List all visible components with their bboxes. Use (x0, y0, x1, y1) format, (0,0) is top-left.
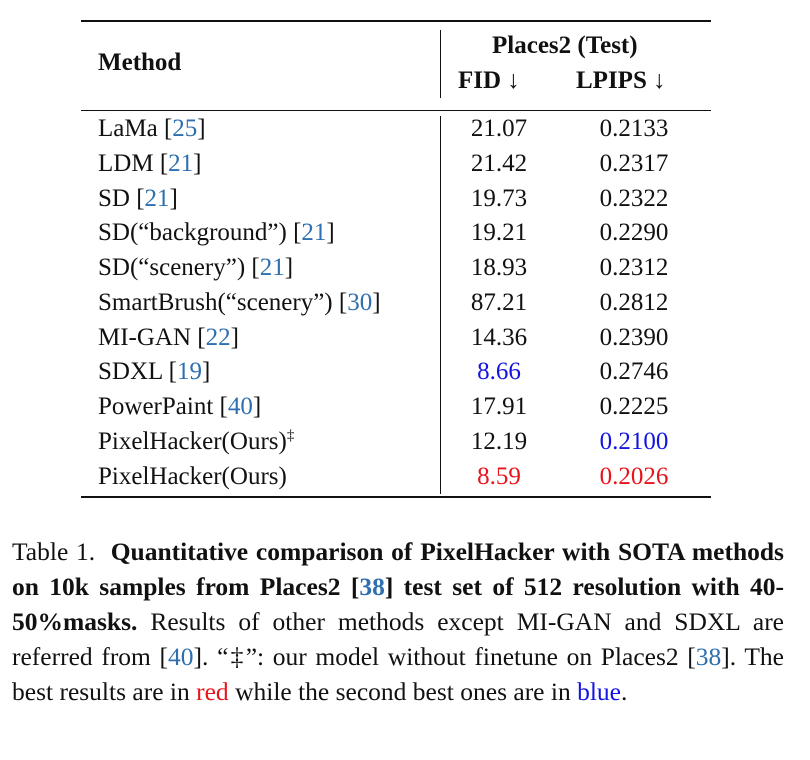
fid-value: 18.93 (470, 254, 528, 281)
double-dagger-marker: ‡ (286, 427, 295, 444)
lpips-value: 0.2225 (599, 393, 669, 420)
method-citation[interactable]: 22 (205, 323, 231, 351)
fid-value: 19.73 (470, 184, 528, 212)
lpips-value: 0.2322 (599, 184, 669, 212)
lpips-value: 0.2312 (599, 254, 669, 281)
caption-citation-1[interactable]: 40 (168, 642, 194, 671)
method-name: PowerPaint (98, 393, 220, 420)
method-citation[interactable]: 19 (176, 358, 202, 386)
table-row-method: LDM [21] (98, 149, 202, 177)
method-name: SD (98, 184, 137, 212)
lpips-value: 0.2100 (599, 427, 669, 455)
caption-text-4: while the second best ones are in (228, 677, 578, 706)
table-top-rule (81, 20, 711, 22)
caption-text-2: ]. “‡”: our model without finetune on Places2 [ (193, 642, 696, 671)
method-citation[interactable]: 40 (227, 393, 253, 420)
lpips-value: 0.2133 (599, 115, 669, 142)
table-row-method: SmartBrush(“scenery”) [30] (98, 288, 381, 316)
table-row-method (98, 462, 287, 492)
table-column-divider-top (440, 30, 441, 98)
caption-label: Table 1. (12, 537, 96, 566)
fid-value: 8.66 (477, 358, 521, 386)
method-name: PixelHacker(Ours) (98, 427, 287, 455)
header-method: Method (98, 49, 182, 76)
header-fid: FID ↓ (458, 67, 520, 94)
lpips-value: 0.2746 (599, 358, 669, 386)
lpips-value: 0.2317 (599, 149, 669, 177)
lpips-value: 0.2290 (599, 219, 669, 247)
fid-value: 12.19 (470, 427, 528, 455)
header-lpips: LPIPS ↓ (576, 67, 666, 94)
method-citation[interactable]: 21 (168, 149, 194, 177)
table-row-method: SDXL [19] (98, 358, 211, 386)
lpips-value: 0.2812 (599, 288, 669, 316)
method-citation[interactable]: 25 (172, 115, 198, 142)
caption-bold-part-2: ] test set of 512 resolution with 40-50%masks. (12, 572, 785, 636)
table-row-method: SD [21] (98, 184, 178, 212)
fid-value: 14.36 (470, 323, 528, 351)
caption-text-5: . (621, 677, 628, 706)
fid-value: 21.42 (470, 149, 528, 177)
table-row-method: PowerPaint [40] (98, 393, 262, 420)
caption-citation-2[interactable]: 38 (695, 642, 722, 671)
fid-value: 87.21 (470, 288, 528, 316)
caption-word-blue: blue (577, 677, 621, 706)
table-row-method (98, 427, 294, 457)
method-citation[interactable]: 21 (301, 219, 327, 247)
table-row-method: SD(“scenery”) [21] (98, 254, 294, 281)
method-name: SmartBrush(“scenery”) (98, 288, 339, 316)
fid-value: 21.07 (470, 115, 528, 142)
method-name: SDXL (98, 358, 169, 386)
method-name: MI-GAN (98, 323, 198, 351)
caption-text-3: ]. The best results are in (12, 642, 784, 706)
table-header-rule (81, 110, 711, 111)
table-row-method: LaMa [25] (98, 115, 206, 142)
lpips-value: 0.2390 (599, 323, 669, 351)
caption-text-1: Results of other methods except MI-GAN and SDXL are referred from [ (12, 607, 784, 671)
caption-bold-part-1: Quantitative comparison of PixelHacker with SOTA methods on 10k samples from Places2 [ (12, 537, 784, 601)
lpips-value: 0.2026 (599, 462, 669, 490)
table-bottom-rule (81, 496, 711, 498)
table-caption (12, 534, 784, 709)
method-citation[interactable]: 30 (347, 288, 373, 316)
table-row-method: MI-GAN [22] (98, 323, 239, 351)
method-name: SD(“scenery”) (98, 254, 252, 281)
method-name: LaMa (98, 115, 164, 142)
header-places2-test: Places2 (Test) (492, 32, 638, 59)
caption-word-red: red (196, 677, 229, 706)
method-name: SD(“background”) (98, 219, 294, 247)
method-name: LDM (98, 149, 160, 177)
table-column-divider-body (440, 116, 441, 494)
method-citation[interactable]: 21 (144, 184, 170, 212)
table-row-method: SD(“background”) [21] (98, 219, 335, 247)
method-citation[interactable]: 21 (259, 254, 285, 281)
fid-value: 19.21 (470, 219, 528, 247)
fid-value: 8.59 (477, 462, 521, 490)
fid-value: 17.91 (470, 393, 528, 420)
caption-bold-citation[interactable]: 38 (359, 572, 385, 601)
method-name: PixelHacker(Ours) (98, 462, 287, 490)
